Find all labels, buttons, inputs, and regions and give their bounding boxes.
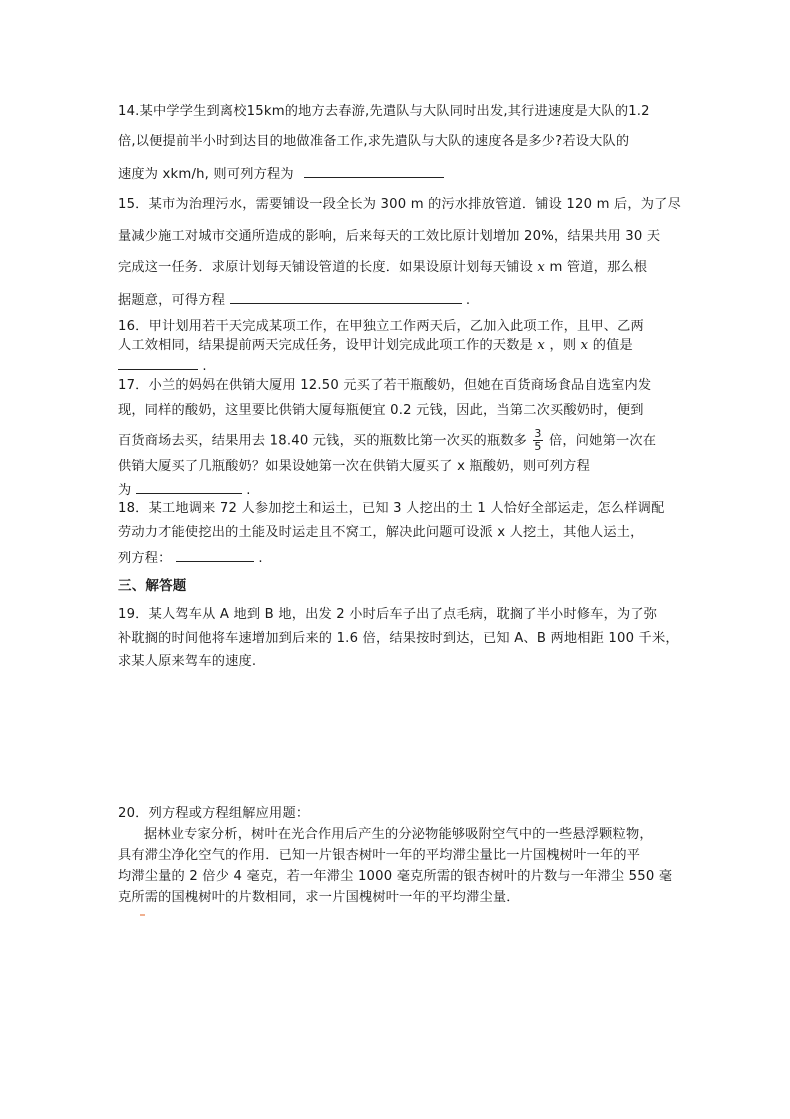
q19-line-2: 补耽搁的时间他将车速增加到后来的 1.6 倍，结果按时到达，已知 A、B 两地相距 100 千米， (118, 631, 679, 646)
q17-fraction-denominator: 5 (534, 440, 542, 453)
q16-variable-x-1: x (537, 338, 546, 353)
q14-line-3-text: 速度为 xkm/h, 则可列方程为 (118, 167, 294, 182)
q16-variable-x-2: x (580, 338, 589, 353)
q15-period: . (465, 293, 471, 308)
section-heading: 三、解答题 (118, 578, 187, 594)
stray-mark (140, 914, 145, 916)
q20-line-4: 均滞尘量的 2 倍少 4 毫克，若一年滞尘 1000 毫克所需的银杏树叶的片数与一年滞尘 550 毫 (118, 869, 673, 884)
q16-answer-blank (118, 357, 198, 370)
q15-line-3a: 完成这一任务．求原计划每天铺设管道的长度．如果设原计划每天铺设 (118, 260, 534, 275)
q18-line-2: 劳动力才能使挖出的土能及时运走且不窝工，解决此问题可设派 x 人挖土，其他人运土， (118, 525, 644, 540)
q14-answer-blank (304, 165, 444, 178)
q17-line-5-text: 为 (118, 483, 132, 498)
q16-line-2a: 人工效相同，结果提前两天完成任务，设甲计划完成此项工作的天数是 (118, 338, 534, 353)
q16-line-3 (118, 357, 678, 375)
q16-line-1: 16．甲计划用若干天完成某项工作，在甲独立工作两天后，乙加入此项工作，且甲、乙两 (118, 319, 644, 334)
q17-fraction-numerator: 3 (534, 427, 542, 440)
q17-line-3b: 倍，问她第一次在 (549, 433, 657, 449)
q15-line-3b: m 管道，那么根 (549, 260, 648, 275)
q20-line-3: 具有滞尘净化空气的作用．已知一片银杏树叶一年的平均滞尘量比一片国槐树叶一年的平 (118, 848, 641, 863)
q20-line-5: 克所需的国槐树叶的片数相同，求一片国槐树叶一年的平均滞尘量． (118, 890, 520, 905)
q16-line-2 (118, 338, 678, 354)
q15-line-1: 15．某市为治理污水，需要铺设一段全长为 300 m 的污水排放管道．铺设 120 m 后，为了尽 (118, 197, 681, 212)
q18-line-1: 18．某工地调来 72 人参加挖土和运土，已知 3 人挖出的土 1 人恰好全部运走，怎么样调配 (118, 501, 665, 516)
q15-line-4 (118, 291, 678, 309)
q15-answer-blank (230, 291, 462, 304)
q15-line-3 (118, 260, 678, 276)
q17-period: . (246, 483, 251, 498)
q16-line-2c: 的值是 (592, 338, 633, 353)
q15-variable-x: x (537, 260, 546, 275)
q17-line-3a: 百货商场去买，结果用去 18.40 元钱，买的瓶数比第一次买的瓶数多 (118, 433, 527, 449)
q19-line-3: 求某人原来驾车的速度. (118, 654, 257, 669)
q20-line-2: 据林业专家分析，树叶在光合作用后产生的分泌物能够吸附空气中的一些悬浮颗粒物， (144, 827, 653, 842)
q19-line-1: 19．某人驾车从 A 地到 B 地，出发 2 小时后车子出了点毛病，耽搁了半小时修车，为了弥 (118, 607, 658, 622)
q16-line-2b: ，则 (549, 338, 577, 353)
q15-line-2: 量减少施工对城市交通所造成的影响，后来每天的工效比原计划增加 20%，结果共用 30 天 (118, 229, 661, 244)
q17-line-3 (118, 428, 678, 453)
q17-answer-blank (136, 481, 242, 494)
q16-period: . (202, 359, 207, 374)
q18-answer-blank (176, 549, 254, 562)
q17-line-5 (118, 481, 678, 499)
q14-line-1: 14.某中学学生到离校15km的地方去春游,先遣队与大队同时出发,其行进速度是大队的1.2 (118, 104, 650, 119)
q14-line-3 (118, 165, 678, 183)
q20-line-1: 20．列方程或方程组解应用题： (118, 806, 310, 821)
q18-line-3-text: 列方程： (118, 551, 172, 566)
q17-line-2: 现，同样的酸奶，这里要比供销大厦每瓶便宜 0.2 元钱，因此，当第二次买酸奶时，便到 (118, 403, 644, 418)
q15-line-4-text: 据题意，可得方程 (118, 293, 226, 308)
q14-line-2: 倍,以便提前半小时到达目的地做准备工作,求先遣队与大队的速度各是多少?若设大队的 (118, 134, 630, 149)
q17-fraction (533, 428, 542, 453)
q18-period: . (258, 551, 263, 566)
q18-line-3 (118, 549, 678, 567)
q17-line-4: 供销大厦买了几瓶酸奶？如果设她第一次在供销大厦买了 x 瓶酸奶，则可列方程 (118, 459, 590, 474)
q17-line-1: 17．小兰的妈妈在供销大厦用 12.50 元买了若干瓶酸奶，但她在百货商场食品自选室内发 (118, 378, 652, 393)
